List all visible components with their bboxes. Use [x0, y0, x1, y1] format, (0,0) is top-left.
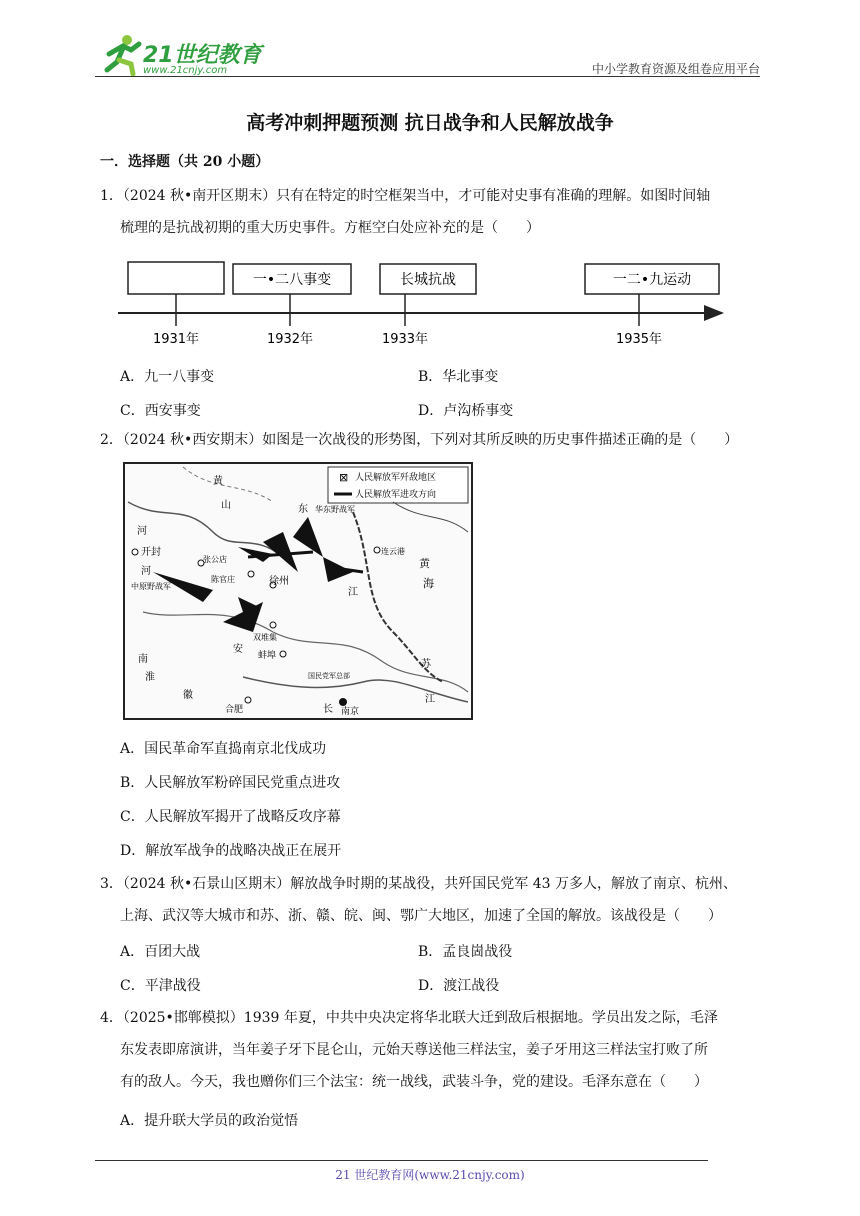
map-label-hq: 国民党军总部 — [308, 672, 350, 680]
runner-icon — [107, 35, 139, 74]
map-label-shuangduiji: 双堆集 — [253, 633, 277, 642]
timeline-box-2-label: 一•二八事变 — [252, 272, 332, 288]
question-2-line-1: 2．（2024 秋•西安期末）如图是一次战役的形势图，下列对其所反映的历史事件描述正确的是（ ） — [100, 432, 739, 448]
map-label-hui: 徽 — [183, 690, 193, 701]
map-label-he-1: 河 — [137, 526, 147, 537]
map-label-jiang-2: 江 — [425, 694, 435, 705]
map-label-su: 苏 — [421, 659, 431, 670]
q3-option-b[interactable]: B．孟良崮战役 — [418, 944, 513, 960]
map-label-shan: 山 — [221, 500, 231, 511]
q2-option-a[interactable]: A．国民革命军直捣南京北伐成功 — [120, 741, 327, 757]
map-label-bengbu: 蚌埠 — [258, 651, 277, 661]
q2-option-c[interactable]: C．人民解放军揭开了战略反攻序幕 — [120, 809, 341, 825]
map-label-kaifeng: 开封 — [141, 547, 161, 558]
q3-option-c[interactable]: C．平津战役 — [120, 978, 201, 994]
timeline-year-4: 1935年 — [615, 332, 663, 347]
question-3-line-2: 上海、武汉等大城市和苏、浙、赣、皖、闽、鄂广大地区，加速了全国的解放。该战役是（ ） — [120, 908, 722, 924]
map-label-zhongyuan: 中原野战军 — [131, 582, 171, 591]
question-4-line-3: 有的敌人。今天，我也赠你们三个法宝：统一战线，武装斗争，党的建设。毛泽东意在（ ） — [120, 1074, 708, 1090]
question-1-line-2: 梳理的是抗战初期的重大历史事件。方框空白处应补充的是（ ） — [120, 220, 540, 236]
timeline-box-4-label: 一二•九运动 — [612, 272, 692, 288]
timeline-year-1: 1931年 — [152, 332, 200, 347]
map-label-huang-2: 黄 — [419, 557, 430, 570]
timeline-box-3-label: 长城抗战 — [400, 272, 456, 288]
q3-option-d[interactable]: D．渡江战役 — [418, 978, 500, 994]
map-label-hai: 海 — [423, 577, 434, 590]
q3-option-a[interactable]: A．百团大战 — [120, 944, 201, 960]
q4-option-a[interactable]: A．提升联大学员的政治觉悟 — [120, 1113, 299, 1129]
map-label-jiang: 江 — [348, 587, 358, 598]
logo-text: 21世纪教育 — [143, 43, 262, 68]
legend-label-2: 人民解放军进攻方向 — [355, 490, 437, 500]
page-title: 高考冲刺押题预测 抗日战争和人民解放战争 — [246, 112, 614, 134]
map-label-chang: 长 — [323, 704, 333, 715]
timeline-year-2: 1932年 — [266, 332, 314, 347]
q1-option-b[interactable]: B．华北事变 — [418, 369, 499, 385]
timeline-figure — [118, 256, 730, 350]
map-label-nan: 南 — [138, 654, 148, 665]
map-label-zhanggongdian: 张公店 — [203, 555, 227, 564]
legend-destroy-icon: ⊠ — [339, 471, 349, 484]
q1-option-a[interactable]: A．九一八事变 — [120, 369, 215, 385]
map-label-dong: 东 — [298, 504, 308, 515]
q2-option-d[interactable]: D．解放军战争的战略决战正在展开 — [120, 843, 342, 859]
map-label-huai: 淮 — [145, 672, 155, 683]
footer-divider — [95, 1160, 708, 1161]
question-3-line-1: 3．（2024 秋•石景山区期末）解放战争时期的某战役，共歼国民党军 43 万多人，解放了南京、杭州、 — [100, 876, 737, 892]
map-label-huang: 黄 — [213, 476, 223, 487]
legend-label-1: 人民解放军歼敌地区 — [355, 473, 437, 483]
question-1-line-1: 1．（2024 秋•南开区期末）只有在特定的时空框架当中，才可能对史事有准确的理解。如图时间轴 — [100, 188, 711, 204]
map-label-huadong: 华东野战军 — [315, 505, 355, 514]
site-logo — [95, 32, 265, 80]
q2-option-b[interactable]: B．人民解放军粉碎国民党重点进攻 — [120, 775, 341, 791]
map-label-lianyungang: 连云港 — [381, 547, 405, 556]
section-heading: 一．选择题（共 20 小题） — [100, 154, 270, 170]
map-label-xuzhou: 徐州 — [269, 576, 289, 587]
timeline-box-1 — [128, 262, 224, 326]
q1-option-c[interactable]: C．西安事变 — [120, 403, 201, 419]
map-label-an: 安 — [233, 644, 243, 655]
q1-option-d[interactable]: D．卢沟桥事变 — [418, 403, 514, 419]
battle-map — [123, 462, 473, 720]
footer-text[interactable]: 21 世纪教育网(www.21cnjy.com) — [335, 1168, 525, 1182]
map-label-hefei: 合肥 — [225, 705, 244, 715]
platform-name: 中小学教育资源及组卷应用平台 — [591, 62, 760, 76]
question-4-line-1: 4．（2025•邯郸模拟）1939 年夏，中共中央决定将华北联大迁到敌后根据地。学员出发之际，毛泽 — [100, 1010, 718, 1026]
question-4-line-2: 东发表即席演讲，当年姜子牙下昆仑山，元始天尊送他三样法宝，姜子牙用这三样法宝打败了所 — [120, 1042, 708, 1058]
timeline-year-3: 1933年 — [381, 332, 429, 347]
map-label-chenguanzhuang: 陈官庄 — [211, 575, 235, 584]
header-divider — [95, 76, 760, 77]
logo-url: www.21cnjy.com — [143, 65, 228, 76]
map-label-nanjing: 南京 — [341, 707, 360, 717]
map-label-he-2: 河 — [141, 566, 151, 577]
